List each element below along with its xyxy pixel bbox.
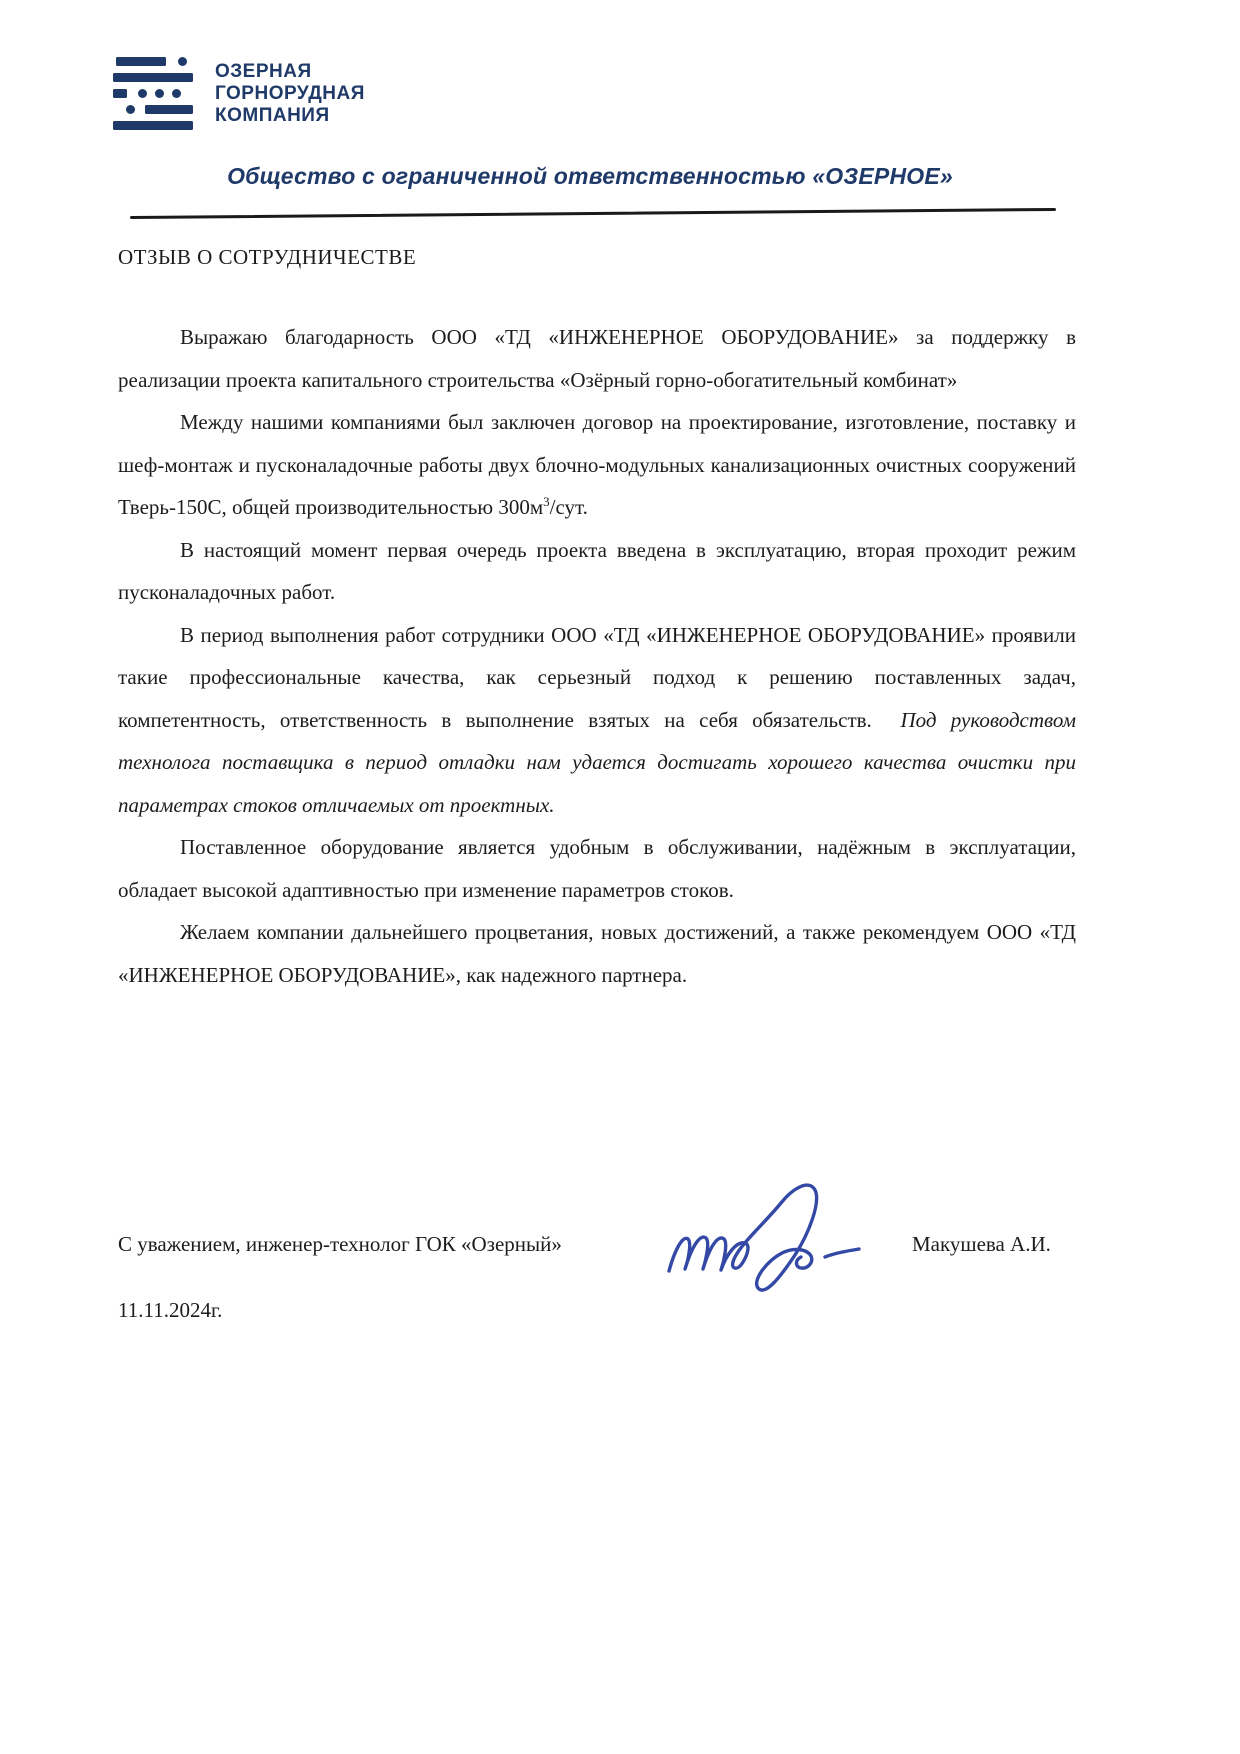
logo-wordmark: [215, 61, 365, 127]
paragraph-segment: Выражаю благодарность ООО «ТД «ИНЖЕНЕРНОЕ ОБОРУДОВАНИЕ» за поддержку в реализации проекта капитального строительства «Озёрный горно-обогатительный комбинат»: [118, 325, 1076, 392]
logo-bar: [113, 89, 127, 98]
paragraph: [118, 401, 1076, 529]
logo-bar: [113, 121, 193, 130]
logo-bar: [116, 57, 166, 66]
logo-word-line: ГОРНОРУДНАЯ: [215, 82, 365, 104]
logo-row: [113, 73, 193, 82]
paragraph-segment: Желаем компании дальнейшего процветания, новых достижений, а также рекомендуем ООО «ТД «ИНЖЕНЕРНОЕ ОБОРУДОВАНИЕ», как надежного партнера.: [118, 920, 1076, 987]
logo-dot: [178, 57, 187, 66]
paragraph: [118, 826, 1076, 911]
paragraph: [118, 529, 1076, 614]
paragraph-segment: Поставленное оборудование является удобным в обслуживании, надёжным в эксплуатации, обладает высокой адаптивностью при изменение параметров стоков.: [118, 835, 1076, 902]
paragraph-segment: В период выполнения работ сотрудники ООО «ТД «ИНЖЕНЕРНОЕ ОБОРУДОВАНИЕ» проявили такие профессиональные качества, как серьезный подход к решению поставленных задач, компетентность, ответственность в выполнение взятых на себя обязательств.: [118, 622, 1076, 732]
paragraph-segment: /сут.: [549, 495, 588, 519]
paragraph-segment: Под руководством технолога поставщика в период отладки нам удается достигать хорошего качества очистки при параметрах стоков отличаемых от проектных.: [118, 707, 1076, 817]
signature-block: [118, 1175, 1118, 1375]
paragraph: [118, 911, 1076, 996]
paragraph-segment: Между нашими компаниями был заключен договор на проектирование, изготовление, поставку и шеф-монтаж и пусконаладочные работы двух блочно-модульных канализационных очистных сооружений Тверь-150С, общей производительностью 300м: [118, 410, 1076, 519]
logo-word-line: ОЗЕРНАЯ: [215, 60, 312, 82]
company-logo: [113, 57, 365, 130]
logo-dot: [126, 105, 135, 114]
logo-row: [113, 105, 193, 114]
logo-row: [113, 121, 193, 130]
logo-bar: [145, 105, 193, 114]
logo-dot: [155, 89, 164, 98]
paragraph: [118, 316, 1076, 401]
closing-line: С уважением, инженер-технолог ГОК «Озерный»: [118, 1232, 562, 1256]
logo-dot: [138, 89, 147, 98]
logo-row: [113, 89, 193, 98]
organization-title: Общество с ограниченной ответственностью «ОЗЕРНОЕ»: [227, 163, 953, 189]
logo-bar: [113, 73, 193, 82]
document-date: 11.11.2024г.: [118, 1298, 223, 1322]
handwritten-signature: [663, 1175, 888, 1305]
signatory-name: Макушева А.И.: [912, 1232, 1051, 1256]
document-title: ОТЗЫВ О СОТРУДНИЧЕСТВЕ: [118, 245, 417, 269]
paragraph-segment: В настоящий момент первая очередь проекта введена в эксплуатацию, вторая проходит режим пусконаладочных работ.: [118, 537, 1076, 604]
logo-row: [113, 57, 193, 66]
logo-mark-icon: [113, 57, 193, 130]
header-divider: [130, 208, 1056, 219]
paragraph-segment: 3: [543, 494, 550, 509]
document-body: [118, 316, 1076, 996]
paragraph: [118, 614, 1076, 827]
logo-word-line: КОМПАНИЯ: [215, 104, 330, 126]
logo-dot: [172, 89, 181, 98]
